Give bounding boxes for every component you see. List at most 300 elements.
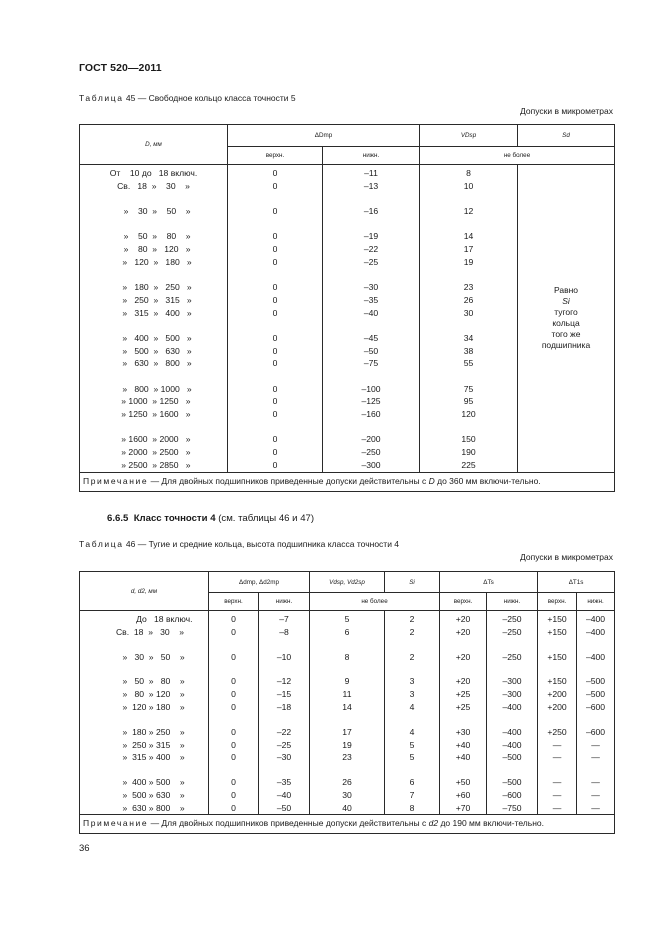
table-cell: +150 bbox=[547, 676, 567, 687]
table-cell: –600 bbox=[585, 701, 606, 712]
group-gap bbox=[323, 193, 419, 205]
group-gap bbox=[385, 714, 439, 726]
table-cell: –160 bbox=[361, 409, 381, 420]
note-label: Примечание bbox=[83, 475, 149, 486]
table-cell: –25 bbox=[363, 256, 379, 267]
section-title: Класс точности 4 bbox=[133, 513, 216, 524]
table-cell: –8 bbox=[279, 626, 289, 637]
table46-sub-t1s-lower: нижн. bbox=[577, 593, 615, 611]
table-cell: –18 bbox=[276, 701, 292, 712]
table-cell: –11 bbox=[364, 168, 378, 178]
group-gap bbox=[538, 663, 576, 675]
table45-header-vdsp: VDsp bbox=[420, 125, 518, 147]
table-cell: –22 bbox=[363, 243, 379, 254]
group-gap bbox=[80, 269, 227, 281]
group-gap bbox=[228, 269, 322, 281]
table-cell: 55 bbox=[463, 358, 474, 369]
group-gap bbox=[80, 193, 227, 205]
table-cell: 0 bbox=[231, 752, 236, 763]
table-cell: От 10 до 18 включ. bbox=[109, 168, 198, 178]
table-cell: –35 bbox=[363, 294, 379, 305]
table-cell: 0 bbox=[272, 294, 278, 305]
table-cell: » 500 » 630 » bbox=[115, 789, 185, 800]
table46-caption bbox=[79, 539, 399, 549]
table-cell: –125 bbox=[361, 396, 381, 407]
table-cell: — bbox=[591, 739, 600, 750]
table45-col-sd bbox=[518, 165, 615, 473]
table-cell: 0 bbox=[272, 447, 278, 458]
table-cell: » 1000 » 1250 » bbox=[116, 396, 191, 407]
note-label: Примечание bbox=[83, 818, 149, 829]
table-cell: –300 bbox=[502, 676, 522, 687]
table-cell: До 18 включ. bbox=[107, 614, 193, 624]
table-cell: » 120 » 180 » bbox=[115, 256, 192, 267]
table-cell: 0 bbox=[272, 409, 278, 420]
table-cell: +20 bbox=[455, 614, 471, 624]
table-cell: +25 bbox=[455, 689, 471, 700]
table-cell: 0 bbox=[272, 332, 278, 343]
group-gap bbox=[440, 639, 486, 651]
table-cell: 0 bbox=[231, 626, 236, 637]
table-cell: 5 bbox=[409, 739, 415, 750]
table45-header-sd: Sd bbox=[518, 125, 615, 147]
group-gap bbox=[487, 764, 537, 776]
page-number: 36 bbox=[79, 843, 90, 854]
table-cell: –500 bbox=[585, 689, 606, 700]
table-cell: +250 bbox=[547, 726, 567, 737]
table-cell: +30 bbox=[455, 726, 471, 737]
table-cell: –300 bbox=[502, 689, 522, 700]
table-cell: 14 bbox=[463, 231, 474, 242]
table-cell: +20 bbox=[455, 676, 471, 687]
table45-col-vdsp bbox=[420, 165, 518, 473]
table-cell: 0 bbox=[231, 689, 236, 700]
table-cell: 2 bbox=[409, 626, 415, 637]
table46-caption-label: Таблица bbox=[79, 539, 124, 549]
table-cell: 19 bbox=[463, 256, 474, 267]
group-gap bbox=[385, 639, 439, 651]
table-cell: 23 bbox=[463, 281, 474, 292]
table-cell: 8 bbox=[344, 651, 350, 662]
table-cell: 38 bbox=[463, 345, 474, 356]
group-gap bbox=[323, 269, 419, 281]
table-cell: » 50 » 80 » bbox=[116, 231, 191, 242]
sd-line: того же bbox=[551, 329, 581, 340]
group-gap bbox=[259, 639, 309, 651]
table45 bbox=[79, 124, 615, 492]
table-cell: 11 bbox=[342, 689, 352, 700]
table45-col-lower bbox=[323, 165, 420, 473]
table46-col-vdsp bbox=[310, 611, 385, 815]
table-cell: +150 bbox=[547, 614, 567, 624]
table-cell: — bbox=[552, 777, 562, 788]
group-gap bbox=[577, 639, 614, 651]
table-cell: 4 bbox=[409, 726, 415, 737]
table-cell: +20 bbox=[455, 651, 471, 662]
table-cell: » 500 » 630 » bbox=[115, 345, 192, 356]
table-cell: 34 bbox=[463, 332, 474, 343]
table-cell: 0 bbox=[272, 358, 278, 369]
table-cell: –400 bbox=[502, 739, 522, 750]
table46-sub-t1s-upper: верхн. bbox=[538, 593, 577, 611]
table-cell: » 630 » 800 » bbox=[115, 802, 185, 813]
table-cell: –22 bbox=[276, 726, 292, 737]
table-cell: +200 bbox=[547, 701, 567, 712]
table-cell: » 180 » 250 » bbox=[115, 726, 185, 737]
table-cell: 0 bbox=[231, 676, 236, 687]
table-cell: –75 bbox=[363, 358, 379, 369]
table-cell: » 1600 » 2000 » bbox=[116, 434, 191, 445]
group-gap bbox=[80, 370, 227, 382]
table-cell: — bbox=[552, 752, 562, 763]
table-cell: –7 bbox=[279, 614, 289, 624]
table-cell: 0 bbox=[231, 614, 236, 624]
table-cell: 0 bbox=[272, 434, 278, 445]
table-cell: 0 bbox=[272, 383, 278, 394]
group-gap bbox=[577, 764, 614, 776]
table46-header-ts: ΔTs bbox=[440, 572, 538, 593]
group-gap bbox=[487, 639, 537, 651]
table-cell: 30 bbox=[342, 789, 352, 800]
sd-line: Si bbox=[562, 296, 570, 307]
table-cell: –600 bbox=[502, 789, 522, 800]
table-cell: 0 bbox=[272, 231, 278, 242]
table-cell: » 250 » 315 » bbox=[115, 739, 185, 750]
table-cell: +70 bbox=[455, 802, 471, 813]
table-cell: » 30 » 50 » bbox=[116, 205, 191, 216]
table-cell: 17 bbox=[342, 726, 352, 737]
table-cell: –300 bbox=[361, 459, 381, 470]
table-cell: 30 bbox=[463, 307, 474, 318]
table-cell: 120 bbox=[461, 409, 476, 420]
table-cell: –250 bbox=[502, 614, 522, 624]
table46-header-dmp: Δdmp, Δd2mp bbox=[209, 572, 310, 593]
table46-header-t1s: ΔT1s bbox=[538, 572, 615, 593]
group-gap bbox=[80, 218, 227, 230]
group-gap bbox=[80, 319, 227, 331]
table46-col-t1s-upper bbox=[538, 611, 577, 815]
table-cell: 0 bbox=[231, 739, 236, 750]
table-cell: 225 bbox=[461, 459, 476, 470]
table-cell: 6 bbox=[344, 626, 350, 637]
group-gap bbox=[310, 764, 384, 776]
table-cell: — bbox=[552, 789, 562, 800]
table-cell: –50 bbox=[363, 345, 379, 356]
table-cell: +20 bbox=[455, 626, 471, 637]
table46-sub-ts-upper: верхн. bbox=[440, 593, 487, 611]
group-gap bbox=[228, 319, 322, 331]
group-gap bbox=[440, 764, 486, 776]
group-gap bbox=[209, 764, 258, 776]
table-cell: –400 bbox=[502, 701, 522, 712]
table-cell: –19 bbox=[363, 231, 379, 242]
table-cell: –250 bbox=[502, 626, 522, 637]
table46-header-vdsp: Vdsp, Vd2sp bbox=[310, 572, 385, 593]
table-cell: 26 bbox=[463, 294, 474, 305]
table-cell: 0 bbox=[272, 243, 278, 254]
table-cell: 17 bbox=[463, 243, 474, 254]
group-gap bbox=[209, 714, 258, 726]
table-cell: +50 bbox=[455, 777, 471, 788]
table-cell: » 120 » 180 » bbox=[115, 701, 185, 712]
table-cell: 0 bbox=[231, 651, 236, 662]
table-cell: Св. 18 » 30 » bbox=[115, 626, 185, 637]
table-cell: –250 bbox=[502, 651, 522, 662]
table45-caption-label: Таблица bbox=[79, 93, 124, 103]
table-cell: » 30 » 50 » bbox=[115, 651, 185, 662]
table-cell: 0 bbox=[272, 180, 278, 191]
group-gap bbox=[259, 764, 309, 776]
table45-header-d: D, мм bbox=[80, 125, 228, 165]
group-gap bbox=[538, 714, 576, 726]
table46-sub-ts-lower: нижн. bbox=[487, 593, 538, 611]
table-cell: –25 bbox=[276, 739, 292, 750]
table-cell: » 400 » 500 » bbox=[115, 777, 185, 788]
table-cell: — bbox=[591, 802, 600, 813]
table46-header-d: d, d2, мм bbox=[80, 572, 209, 611]
table-cell: –40 bbox=[276, 789, 292, 800]
group-gap bbox=[228, 218, 322, 230]
table-cell: 40 bbox=[342, 802, 352, 813]
table-cell: –35 bbox=[276, 777, 292, 788]
table45-col-d bbox=[80, 165, 228, 473]
table-cell: 8 bbox=[409, 802, 415, 813]
table-cell: 0 bbox=[272, 307, 278, 318]
table46-sub-dmp-lower: нижн. bbox=[259, 593, 310, 611]
table-cell: » 180 » 250 » bbox=[115, 281, 192, 292]
table-cell: 0 bbox=[272, 345, 278, 356]
table46-col-t1s-lower bbox=[577, 611, 615, 815]
group-gap bbox=[385, 764, 439, 776]
table-cell: –12 bbox=[276, 676, 292, 687]
table-cell: –50 bbox=[276, 802, 292, 813]
table-cell: » 2000 » 2500 » bbox=[116, 447, 191, 458]
group-gap bbox=[323, 218, 419, 230]
table-cell: » 80 » 120 » bbox=[116, 243, 191, 254]
table45-note: Примечание — Для двойных подшипников приведенные допуски действительны с D до 360 мм включи-тельно. bbox=[80, 472, 615, 491]
table-cell: — bbox=[591, 789, 600, 800]
table-cell: 75 bbox=[463, 383, 474, 394]
sd-line: Равно bbox=[553, 285, 579, 296]
table-cell: — bbox=[591, 777, 600, 788]
table-cell: –10 bbox=[276, 651, 292, 662]
group-gap bbox=[92, 639, 208, 651]
table-cell: 3 bbox=[409, 676, 415, 687]
table-cell: –500 bbox=[502, 777, 522, 788]
group-gap bbox=[209, 639, 258, 651]
group-gap bbox=[577, 714, 614, 726]
table-cell: » 1250 » 1600 » bbox=[116, 409, 191, 420]
table-cell: 7 bbox=[409, 789, 415, 800]
group-gap bbox=[420, 218, 517, 230]
section-number: 6.6.5 bbox=[107, 513, 129, 524]
group-gap bbox=[420, 370, 517, 382]
table-cell: » 800 » 1000 » bbox=[115, 383, 192, 394]
group-gap bbox=[92, 663, 208, 675]
table-cell: 150 bbox=[461, 434, 476, 445]
table-cell: 0 bbox=[231, 802, 236, 813]
table-cell: 19 bbox=[342, 739, 352, 750]
group-gap bbox=[385, 663, 439, 675]
group-gap bbox=[420, 269, 517, 281]
table46-col-dmp-lower bbox=[259, 611, 310, 815]
table-cell: 0 bbox=[272, 205, 278, 216]
table45-header-dmp: ΔDmp bbox=[228, 125, 420, 147]
table-cell: –40 bbox=[363, 307, 379, 318]
table-cell: 10 bbox=[463, 180, 474, 191]
table46-header-si: Si bbox=[385, 572, 440, 593]
table-cell: +150 bbox=[547, 626, 567, 637]
table-cell: 4 bbox=[409, 701, 415, 712]
table-cell: 190 bbox=[461, 447, 476, 458]
group-gap bbox=[310, 714, 384, 726]
group-gap bbox=[440, 663, 486, 675]
table-cell: » 250 » 315 » bbox=[115, 294, 192, 305]
table-cell: 0 bbox=[272, 168, 278, 178]
group-gap bbox=[92, 714, 208, 726]
group-gap bbox=[310, 663, 384, 675]
group-gap bbox=[577, 663, 614, 675]
table45-sub-lower: нижн. bbox=[323, 147, 420, 165]
group-gap bbox=[323, 421, 419, 433]
table46-units: Допуски в микрометрах bbox=[520, 552, 613, 562]
table46-col-ts-lower bbox=[487, 611, 538, 815]
table45-caption-text: 45 — Свободное кольцо класса точности 5 bbox=[125, 93, 296, 103]
table-cell: 14 bbox=[342, 701, 352, 712]
group-gap bbox=[323, 319, 419, 331]
sd-line: кольца bbox=[552, 318, 580, 329]
table-cell: 0 bbox=[231, 726, 236, 737]
table-cell: » 315 » 400 » bbox=[115, 752, 185, 763]
group-gap bbox=[487, 663, 537, 675]
table-cell: +60 bbox=[455, 789, 471, 800]
table45-sub-nomore: не более bbox=[420, 147, 615, 165]
table-cell: –250 bbox=[361, 447, 381, 458]
table45-sub-upper: верхн. bbox=[228, 147, 323, 165]
table-cell: — bbox=[591, 752, 600, 763]
table46-note: Примечание — Для двойных подшипников приведенные допуски действительны с d2 до 190 мм включи-тельно. bbox=[80, 815, 615, 834]
document-header: ГОСТ 520—2011 bbox=[79, 62, 162, 74]
table46-sub-nomore: не более bbox=[310, 593, 440, 611]
table-cell: » 630 » 800 » bbox=[115, 358, 192, 369]
group-gap bbox=[228, 370, 322, 382]
table-cell: 95 bbox=[463, 396, 474, 407]
group-gap bbox=[538, 639, 576, 651]
table-cell: » 80 » 120 » bbox=[115, 689, 185, 700]
group-gap bbox=[420, 193, 517, 205]
table-cell: 26 bbox=[342, 777, 352, 788]
table-cell: » 315 » 400 » bbox=[115, 307, 192, 318]
table-cell: 9 bbox=[344, 676, 350, 687]
group-gap bbox=[487, 714, 537, 726]
table-cell: –100 bbox=[361, 383, 381, 394]
table-cell: –500 bbox=[502, 752, 522, 763]
table-cell: 3 bbox=[409, 689, 415, 700]
table46-col-si bbox=[385, 611, 440, 815]
table-cell: –15 bbox=[276, 689, 292, 700]
table-cell: –600 bbox=[585, 726, 606, 737]
group-gap bbox=[228, 421, 322, 433]
group-gap bbox=[420, 421, 517, 433]
table-cell: 12 bbox=[463, 205, 474, 216]
table-cell: –30 bbox=[363, 281, 379, 292]
table-cell: –30 bbox=[276, 752, 292, 763]
group-gap bbox=[80, 421, 227, 433]
table-cell: +150 bbox=[547, 651, 567, 662]
table-cell: +200 bbox=[547, 689, 567, 700]
table-cell: –750 bbox=[502, 802, 522, 813]
table-cell: –500 bbox=[585, 676, 606, 687]
table-cell: –45 bbox=[363, 332, 379, 343]
group-gap bbox=[209, 663, 258, 675]
table-cell: 0 bbox=[272, 396, 278, 407]
group-gap bbox=[92, 764, 208, 776]
table46-caption-text: 46 — Тугие и средние кольца, высота подшипника класса точности 4 bbox=[125, 539, 400, 549]
table-cell: +40 bbox=[455, 752, 471, 763]
table46 bbox=[79, 571, 615, 834]
table-cell: 5 bbox=[344, 614, 350, 624]
group-gap bbox=[228, 193, 322, 205]
group-gap bbox=[310, 639, 384, 651]
table-cell: 0 bbox=[231, 701, 236, 712]
table-cell: 2 bbox=[409, 614, 415, 624]
table-cell: 8 bbox=[466, 168, 471, 178]
table-cell: –400 bbox=[585, 614, 606, 624]
table45-units: Допуски в микрометрах bbox=[520, 106, 613, 116]
table-cell: 0 bbox=[272, 459, 278, 470]
table-cell: 2 bbox=[409, 651, 415, 662]
table45-col-upper bbox=[228, 165, 323, 473]
table-cell: 0 bbox=[231, 777, 236, 788]
group-gap bbox=[420, 319, 517, 331]
table-cell: –400 bbox=[585, 651, 606, 662]
sd-line: подшипника bbox=[541, 340, 591, 351]
table46-sub-dmp-upper: верхн. bbox=[209, 593, 259, 611]
table-cell: Св. 18 » 30 » bbox=[117, 180, 190, 191]
table45-caption bbox=[79, 93, 296, 103]
table-cell: –200 bbox=[361, 434, 381, 445]
table-cell: 0 bbox=[272, 256, 278, 267]
section-heading bbox=[107, 513, 314, 524]
table-cell: » 400 » 500 » bbox=[115, 332, 192, 343]
table-cell: — bbox=[552, 739, 562, 750]
table-cell: –16 bbox=[363, 205, 379, 216]
table-cell: 0 bbox=[231, 789, 236, 800]
table-cell: 0 bbox=[272, 281, 278, 292]
table46-col-d bbox=[80, 611, 209, 815]
table46-col-ts-upper bbox=[440, 611, 487, 815]
group-gap bbox=[259, 663, 309, 675]
table-cell: — bbox=[552, 802, 562, 813]
table-cell: –400 bbox=[585, 626, 606, 637]
table-cell: 6 bbox=[409, 777, 415, 788]
table-cell: –13 bbox=[363, 180, 379, 191]
table-cell: +25 bbox=[455, 701, 471, 712]
table-cell: » 50 » 80 » bbox=[115, 676, 185, 687]
table-cell: +40 bbox=[455, 739, 471, 750]
group-gap bbox=[323, 370, 419, 382]
section-ref: (см. таблицы 46 и 47) bbox=[218, 513, 315, 524]
table-cell: –400 bbox=[502, 726, 522, 737]
group-gap bbox=[440, 714, 486, 726]
sd-line: тугого bbox=[554, 307, 578, 318]
table-cell: » 2500 » 2850 » bbox=[116, 459, 191, 470]
table-cell: 23 bbox=[342, 752, 352, 763]
group-gap bbox=[538, 764, 576, 776]
table46-col-dmp-upper bbox=[209, 611, 259, 815]
group-gap bbox=[259, 714, 309, 726]
table-cell: 5 bbox=[409, 752, 415, 763]
